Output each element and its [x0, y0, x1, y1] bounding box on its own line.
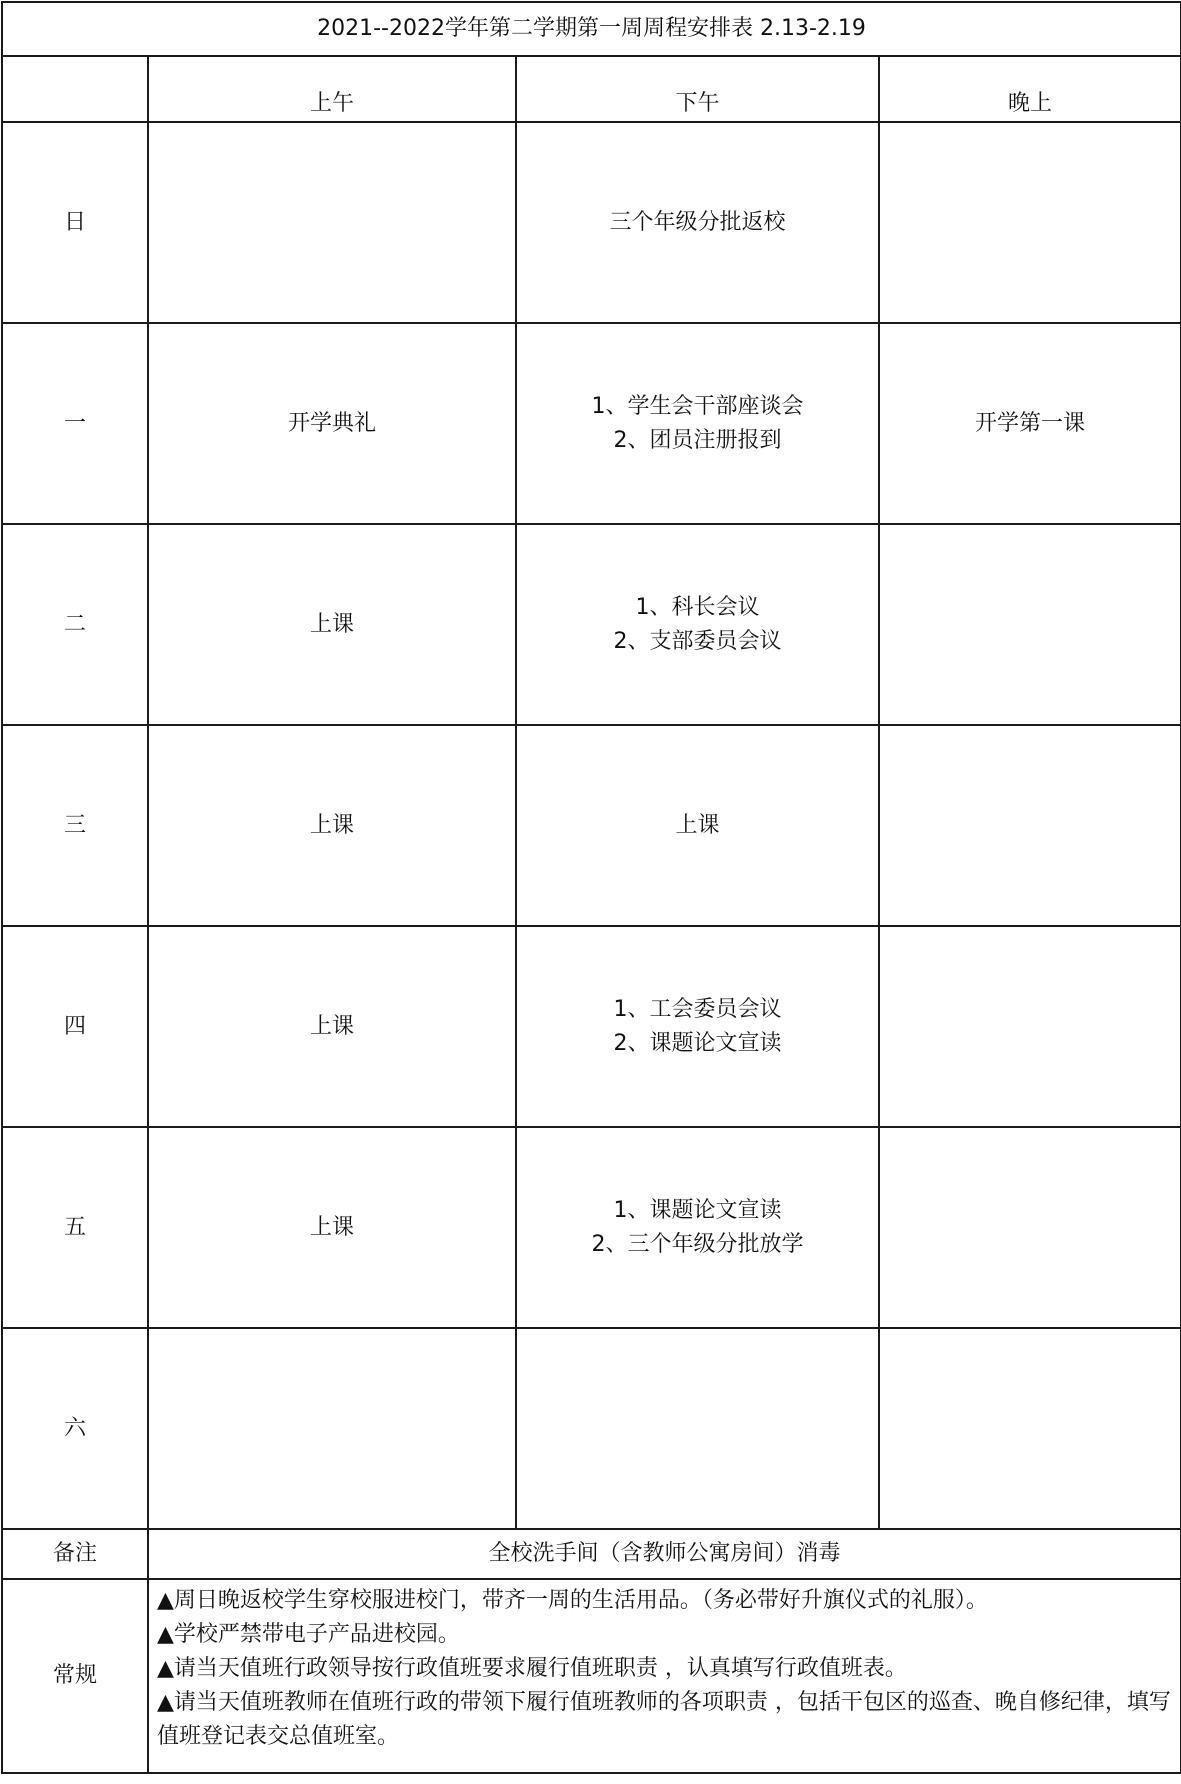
- schedule-table: [1, 1, 1181, 1774]
- morning-cell: [148, 926, 516, 1127]
- morning-cell: [148, 725, 516, 926]
- day-label: 六: [2, 1328, 148, 1529]
- afternoon-cell: [516, 725, 879, 926]
- schedule-item: 1、学生会干部座谈会: [591, 393, 804, 419]
- notes-row: [2, 1529, 1181, 1579]
- rules-label: 常规: [2, 1579, 148, 1773]
- day-label: 四: [2, 926, 148, 1127]
- evening-cell: [879, 1127, 1181, 1328]
- rules-row: [2, 1579, 1181, 1773]
- schedule-title: 2021--2022学年第二学期第一周周程安排表 2.13-2.19: [2, 2, 1181, 56]
- day-label: 一: [2, 323, 148, 524]
- evening-cell: [879, 524, 1181, 725]
- morning-cell: [148, 1127, 516, 1328]
- afternoon-cell: [516, 926, 879, 1127]
- day-rows: [2, 122, 1181, 1529]
- day-label: 日: [2, 122, 148, 323]
- day-row: [2, 926, 1181, 1127]
- header-day: [2, 56, 148, 122]
- schedule-item: 2、支部委员会议: [613, 628, 782, 654]
- notes-label: 备注: [2, 1529, 148, 1579]
- evening-cell: [879, 122, 1181, 323]
- day-label: 二: [2, 524, 148, 725]
- schedule-item: 三个年级分批返校: [609, 209, 786, 235]
- schedule-item: 开学典礼: [287, 410, 376, 436]
- day-row: [2, 524, 1181, 725]
- rules-list: [148, 1579, 1181, 1773]
- schedule-item: 1、课题论文宣读: [613, 1197, 782, 1223]
- afternoon-cell: [516, 323, 879, 524]
- evening-cell: [879, 1328, 1181, 1529]
- day-row: [2, 1328, 1181, 1529]
- day-row: [2, 122, 1181, 323]
- afternoon-cell: [516, 1328, 879, 1529]
- afternoon-cell: [516, 1127, 879, 1328]
- day-row: [2, 323, 1181, 524]
- rule-item: ▲学校严禁带电子产品进校园。: [157, 1622, 460, 1647]
- morning-cell: [148, 524, 516, 725]
- morning-cell: [148, 323, 516, 524]
- day-label: 三: [2, 725, 148, 926]
- day-row: [2, 1127, 1181, 1328]
- schedule-item: 2、三个年级分批放学: [591, 1231, 804, 1257]
- schedule-item: 上课: [675, 812, 720, 838]
- header-row: [2, 56, 1181, 122]
- rule-item: ▲周日晚返校学生穿校服进校门，带齐一周的生活用品。（务必带好升旗仪式的礼服）。: [157, 1588, 988, 1613]
- evening-cell: [879, 926, 1181, 1127]
- schedule-item: 上课: [309, 812, 354, 838]
- schedule-item: 上课: [309, 611, 354, 637]
- title-row: [2, 2, 1181, 56]
- schedule-item: 2、课题论文宣读: [613, 1030, 782, 1056]
- notes-text: 全校洗手间（含教师公寓房间）消毒: [148, 1529, 1181, 1579]
- schedule-item: 开学第一课: [975, 410, 1086, 436]
- schedule-item: 1、科长会议: [635, 594, 760, 620]
- day-label: 五: [2, 1127, 148, 1328]
- header-evening: 晚上: [879, 56, 1181, 122]
- header-morning: 上午: [148, 56, 516, 122]
- schedule-item: 上课: [309, 1013, 354, 1039]
- schedule-item: 1、工会委员会议: [613, 996, 782, 1022]
- afternoon-cell: [516, 524, 879, 725]
- day-row: [2, 725, 1181, 926]
- schedule-item: 上课: [309, 1214, 354, 1240]
- schedule-item: 2、团员注册报到: [613, 427, 782, 453]
- morning-cell: [148, 122, 516, 323]
- afternoon-cell: [516, 122, 879, 323]
- morning-cell: [148, 1328, 516, 1529]
- rule-item: ▲请当天值班行政领导按行政值班要求履行值班职责 ，认真填写行政值班表。: [157, 1656, 907, 1681]
- rule-item: ▲请当天值班教师在值班行政的带领下履行值班教师的各项职责 ，包括干包区的巡查、晚自修纪律，填写值班登记表交总值班室。: [157, 1690, 1171, 1749]
- header-afternoon: 下午: [516, 56, 879, 122]
- evening-cell: [879, 323, 1181, 524]
- evening-cell: [879, 725, 1181, 926]
